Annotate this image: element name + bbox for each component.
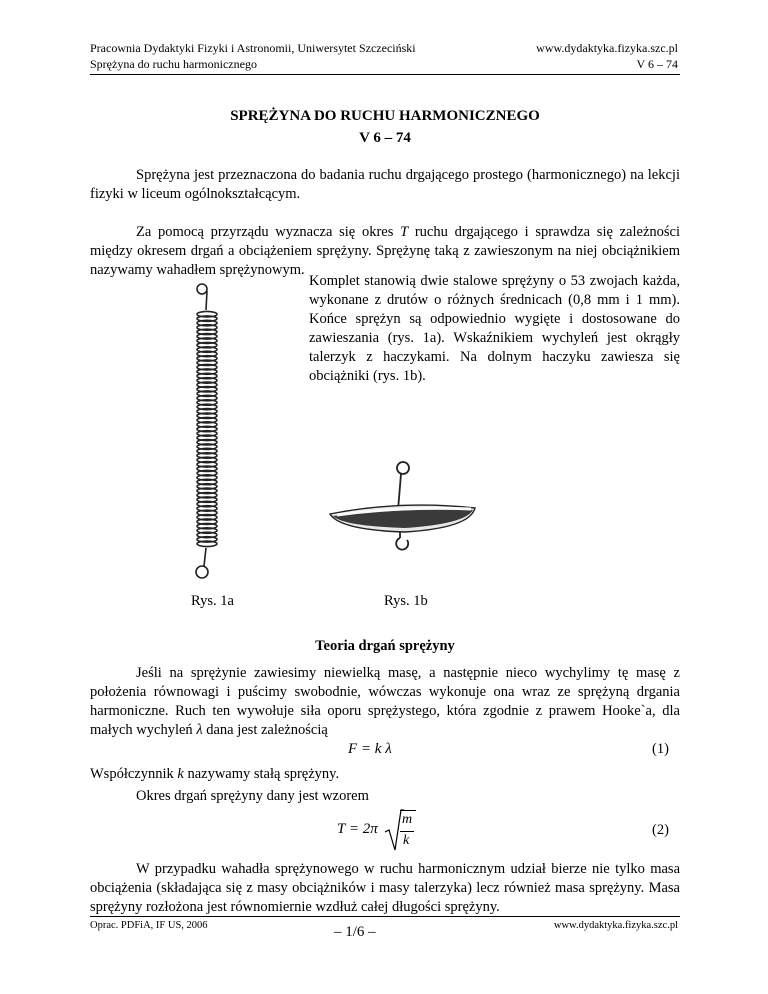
dish-rod: [398, 474, 401, 510]
bottom-hook-wire: [204, 548, 206, 566]
page-title: SPRĘŻYNA DO RUCHU HARMONICZNEGO: [230, 108, 540, 124]
description-paragraph: Komplet stanowią dwie stalowe sprężyny o 53 zwojach każda, wykonane z drutów o różnych średnicach (0,8 mm i 1 mm). Końce sprężyn są odpowiednio wygięte i dostosowane do zawieszania (rys. 1a). Wskaźnikiem wychyleń jest okrągły talerzyk z haczykami. Na dolnym haczyku zawiesza się obciążniki (rys. 1b).: [309, 273, 680, 384]
caption-1b: Rys. 1b: [384, 593, 428, 609]
header-left: [90, 40, 416, 72]
section-paragraph-3: Okres drgań sprężyny dany jest wzorem: [136, 788, 369, 804]
equation-2-denominator: k: [403, 833, 410, 848]
footer-author: Oprac. PDFiA, IF US, 2006: [90, 920, 208, 931]
equation-2-number: (2): [652, 822, 669, 838]
spring-coils: [197, 311, 217, 546]
page-code: V 6 – 74: [359, 130, 411, 146]
header-doc-title: Sprężyna do ruchu harmonicznego: [90, 57, 257, 71]
section-paragraph-2: Współczynnik k nazywamy stałą sprężyny.: [90, 766, 340, 782]
equation-1: F = k λ: [348, 741, 392, 757]
fraction-bar: [400, 831, 414, 832]
header-rule: [90, 74, 680, 75]
top-hook-wire: [206, 291, 207, 310]
intro-paragraph-2: Za pomocą przyrządu wyznacza się okres T ruchu drgającego i sprawdza się zależności między okresem drgań a obciążeniem sprężyny. Sprężynę taką z zawieszonym na niej obciążnikiem nazywamy wahadłem sprężynowym.: [90, 224, 680, 278]
spring-figure: [180, 280, 240, 590]
footer-rule: [90, 916, 680, 917]
section-paragraph-4: W przypadku wahadła sprężynowego w ruchu harmonicznym udział bierze nie tylko masa obciążenia (składająca się z masy obciążników i masy talerzyka) lecz również masa sprężyny. Masa sprężyny rozłożona jest równomiernie wzdłuż całej długości sprężyny.: [90, 861, 680, 915]
equation-1-number: (1): [652, 741, 669, 757]
header-right: [536, 40, 678, 72]
section-title: Teoria drgań sprężyny: [315, 638, 455, 654]
dish-bottom-hook: [396, 532, 408, 550]
dish-top-hook: [397, 462, 409, 474]
intro-paragraph-1: Sprężyna jest przeznaczona do badania ruchu drgającego prostego (harmonicznego) na lekcji fizyki w liceum ogólnokształcącym.: [90, 167, 680, 202]
sqrt-bar: [400, 810, 416, 811]
top-hook-ring: [197, 284, 207, 294]
caption-1a: Rys. 1a: [191, 593, 234, 609]
footer-url: www.dydaktyka.fizyka.szc.pl: [553, 920, 678, 931]
sqrt-sign: [384, 808, 404, 852]
header-code: V 6 – 74: [636, 57, 678, 71]
header-institution: Pracownia Dydaktyki Fizyki i Astronomii, Uniwersytet Szczeciński: [90, 41, 416, 55]
equation-2-numerator: m: [402, 812, 413, 827]
equation-2-lhs: T = 2π: [337, 821, 378, 837]
dish-figure: [325, 458, 485, 558]
bottom-hook-ring: [196, 566, 208, 578]
page-number: – 1/6 –: [334, 924, 376, 940]
section-paragraph-1: Jeśli na sprężynie zawiesimy niewielką masę, a następnie nieco wychylimy tę masę z położenia równowagi i puścimy swobodnie, wówczas wykonuje ona wraz ze sprężyną drgania harmoniczne. Ruch ten wywołuje siła oporu sprężystego, która zgodnie z prawem Hooke`a, dla małych wychyleń λ dana jest zależnością: [90, 665, 680, 738]
header-url: www.dydaktyka.fizyka.szc.pl: [536, 41, 678, 55]
